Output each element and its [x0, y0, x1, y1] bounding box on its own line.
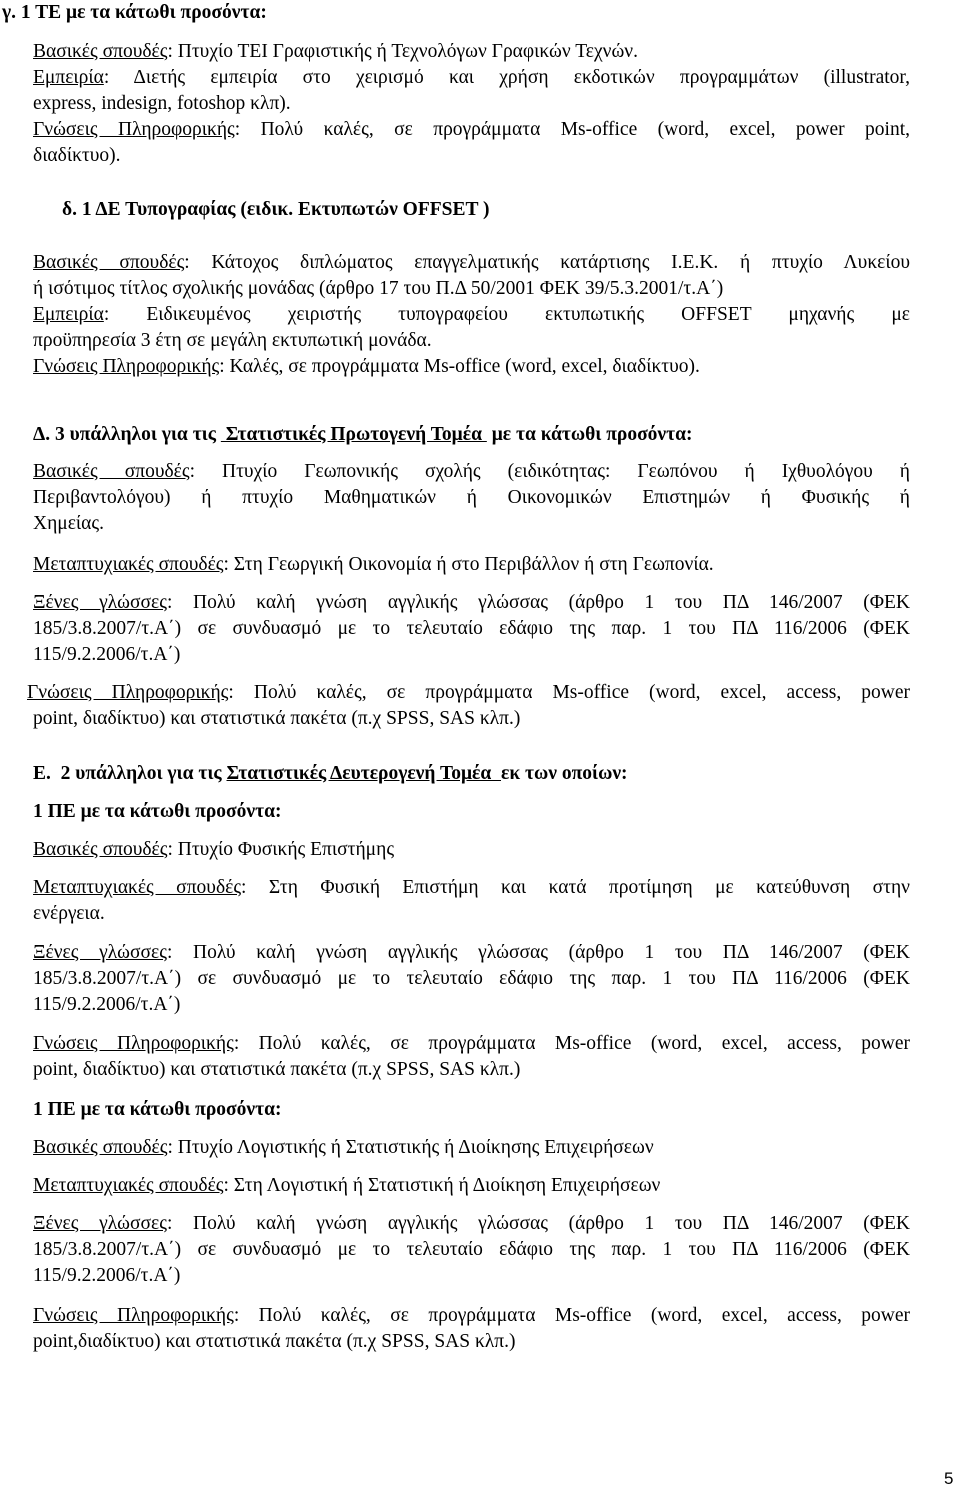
- sub2-postgrad-line: [33, 1173, 660, 1199]
- it-skills-text: : Καλές, σε προγράμματα Ms-office (word, excel, διαδίκτυο).: [219, 356, 700, 377]
- section-delta-heading: δ. 1 ΔΕ Τυπογραφίας (ειδικ. Εκτυπωτών OFFSET ): [62, 199, 490, 220]
- section-delta-cap-heading: [33, 422, 693, 448]
- languages-text-cont: 185/3.8.2007/τ.Α΄) σε συνδυασμό με το τελευταίο εδάφιο της παρ. 1 του ΠΔ 116/2006 (ΦΕΚ: [33, 968, 910, 989]
- experience-label: Εμπειρία: [33, 67, 104, 88]
- basic-studies-text: : Πτυχίο Λογιστικής ή Στατιστικής ή Διοίκησης Επιχειρήσεων: [167, 1137, 654, 1158]
- it-skills-text: : Πολύ καλές, σε προγράμματα Ms-office (word, excel, access, power: [233, 1305, 910, 1326]
- it-skills-text: : Πολύ καλές, σε προγράμματα Ms-office (word, excel, access, power: [233, 1033, 910, 1054]
- it-skills-text-cont: διαδίκτυο).: [33, 145, 121, 166]
- sub2-languages: [33, 1211, 910, 1289]
- languages-label: Ξένες γλώσσες: [33, 1213, 167, 1234]
- postgrad-label: Μεταπτυχιακές σπουδές: [33, 1175, 224, 1196]
- postgrad-label: Μεταπτυχιακές σπουδές: [33, 554, 224, 575]
- heading-prefix: Δ. 3 υπάλληλοι για τις: [33, 424, 221, 445]
- basic-studies-label: Βασικές σπουδές: [33, 41, 168, 62]
- subsection-2-heading: 1 ΠΕ με τα κάτωθι προσόντα:: [33, 1099, 282, 1120]
- section-delta-cap-studies: [33, 459, 910, 537]
- postgrad-text-cont: ενέργεια.: [33, 903, 105, 924]
- it-skills-block: [27, 680, 910, 732]
- heading-underlined: Στατιστικές Πρωτογενή Τομέα: [220, 424, 487, 445]
- experience-text: : Ειδικευμένος χειριστής τυπογραφείου εκτυπωτικής OFFSET μηχανής με: [103, 304, 910, 325]
- languages-text: : Πολύ καλή γνώση αγγλικής γλώσσας (άρθρο 1 του ΠΔ 146/2007 (ΦΕΚ: [166, 592, 911, 613]
- sub1-it-skills: [33, 1031, 910, 1083]
- heading-underlined: Στατιστικές Δευτερογενή Τομέα: [226, 763, 501, 784]
- basic-studies-label: Βασικές σπουδές: [33, 839, 168, 860]
- languages-text-cont: 185/3.8.2007/τ.Α΄) σε συνδυασμό με το τελευταίο εδάφιο της παρ. 1 του ΠΔ 116/2006 (ΦΕΚ: [33, 618, 910, 639]
- it-skills-text: : Πολύ καλές, σε προγράμματα Ms-office (word, excel, access, power: [228, 682, 910, 703]
- it-skills-label: Γνώσεις Πληροφορικής: [33, 356, 220, 377]
- experience-text-cont: express, indesign, fotoshop κλπ).: [33, 93, 291, 114]
- postgrad-line: [33, 552, 714, 578]
- postgrad-text: : Στη Φυσική Επιστήμη και κατά προτίμηση με κατεύθυνση στην: [241, 877, 910, 898]
- heading-suffix: εκ των οποίων:: [501, 763, 628, 784]
- section-delta-body: [33, 250, 910, 380]
- basic-studies-text: : Πτυχίο Φυσικής Επιστήμης: [167, 839, 395, 860]
- languages-block: [33, 590, 910, 668]
- basic-studies-text-cont2: Χημείας.: [33, 513, 104, 534]
- basic-studies-text: : Πτυχίο Γεωπονικής σχολής (ειδικότητας: Γεωπόνου ή Ιχθυολόγου ή: [189, 461, 911, 482]
- subsection-1-heading: 1 ΠΕ με τα κάτωθι προσόντα:: [33, 801, 282, 822]
- sub1-languages: [33, 940, 910, 1018]
- it-skills-label: Γνώσεις Πληροφορικής: [27, 682, 229, 703]
- basic-studies-label: Βασικές σπουδές: [33, 461, 190, 482]
- basic-studies-label: Βασικές σπουδές: [33, 1137, 168, 1158]
- languages-label: Ξένες γλώσσες: [33, 942, 167, 963]
- experience-text-cont: προϋπηρεσία 3 έτη σε μεγάλη εκτυπωτική μονάδα.: [33, 330, 432, 351]
- languages-text-cont2: 115/9.2.2006/τ.Α΄): [33, 1265, 181, 1286]
- postgrad-text: : Στη Λογιστική ή Στατιστική ή Διοίκηση Επιχειρήσεων: [223, 1175, 661, 1196]
- sub2-it-skills: [33, 1303, 910, 1355]
- sub1-studies-line: [33, 837, 394, 863]
- languages-text: : Πολύ καλή γνώση αγγλικής γλώσσας (άρθρο 1 του ΠΔ 146/2007 (ΦΕΚ: [166, 1213, 911, 1234]
- it-skills-text-cont: point,διαδίκτυο) και στατιστικά πακέτα (π.χ SPSS, SAS κλπ.): [33, 1331, 516, 1352]
- basic-studies-text: : Κάτοχος διπλώματος επαγγελματικής κατάρτισης Ι.Ε.Κ. ή πτυχίο Λυκείου: [184, 252, 910, 273]
- basic-studies-text: : Πτυχίο ΤΕΙ Γραφιστικής ή Τεχνολόγων Γραφικών Τεχνών.: [167, 41, 638, 62]
- languages-text: : Πολύ καλή γνώση αγγλικής γλώσσας (άρθρο 1 του ΠΔ 146/2007 (ΦΕΚ: [166, 942, 911, 963]
- page-number: 5: [944, 1469, 954, 1488]
- it-skills-label: Γνώσεις Πληροφορικής: [33, 119, 235, 140]
- languages-label: Ξένες γλώσσες: [33, 592, 167, 613]
- section-gamma-body: [33, 39, 910, 169]
- heading-suffix: με τα κάτωθι προσόντα:: [486, 424, 693, 445]
- languages-text-cont: 185/3.8.2007/τ.Α΄) σε συνδυασμό με το τελευταίο εδάφιο της παρ. 1 του ΠΔ 116/2006 (ΦΕΚ: [33, 1239, 910, 1260]
- it-skills-text-cont: point, διαδίκτυο) και στατιστικά πακέτα (π.χ SPSS, SAS κλπ.): [33, 708, 521, 729]
- heading-prefix: Ε. 2 υπάλληλοι για τις: [33, 763, 227, 784]
- it-skills-label: Γνώσεις Πληροφορικής: [33, 1305, 234, 1326]
- basic-studies-text-cont: ή ισότιμος τίτλος σχολικής μονάδας (άρθρο 17 του Π.Δ 50/2001 ΦΕΚ 39/5.3.2001/τ.Α΄): [33, 278, 724, 299]
- it-skills-label: Γνώσεις Πληροφορικής: [33, 1033, 234, 1054]
- postgrad-text: : Στη Γεωργική Οικονομία ή στο Περιβάλλον ή στη Γεωπονία.: [223, 554, 714, 575]
- sub2-studies-line: [33, 1135, 654, 1161]
- basic-studies-text-cont: Περιβαντολόγου) ή πτυχίο Μαθηματικών ή Οικονομικών Επιστημών ή Φυσικής ή: [33, 487, 910, 508]
- languages-text-cont2: 115/9.2.2006/τ.Α΄): [33, 994, 181, 1015]
- basic-studies-label: Βασικές σπουδές: [33, 252, 185, 273]
- experience-label: Εμπειρία: [33, 304, 104, 325]
- it-skills-text: : Πολύ καλές, σε προγράμματα Ms-office (word, excel, power point,: [234, 119, 910, 140]
- languages-text-cont2: 115/9.2.2006/τ.Α΄): [33, 644, 181, 665]
- section-gamma-heading: γ. 1 ΤΕ με τα κάτωθι προσόντα:: [2, 2, 267, 23]
- sub1-postgrad: [33, 875, 910, 927]
- experience-text: : Διετής εμπειρία στο χειρισμό και χρήση εκδοτικών προγραμμάτων (illustrator,: [103, 67, 910, 88]
- it-skills-text-cont: point, διαδίκτυο) και στατιστικά πακέτα (π.χ SPSS, SAS κλπ.): [33, 1059, 521, 1080]
- section-epsilon-heading: [33, 761, 628, 787]
- postgrad-label: Μεταπτυχιακές σπουδές: [33, 877, 242, 898]
